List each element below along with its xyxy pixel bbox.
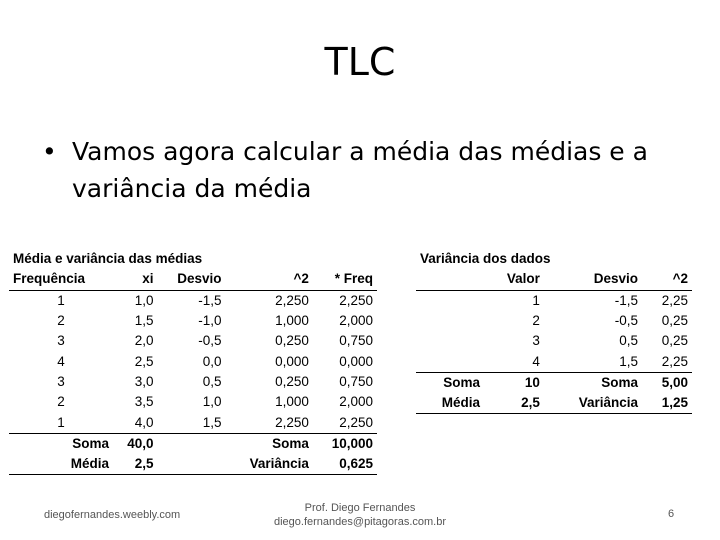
- table-row: [9, 331, 377, 351]
- table-cell: -0,5: [614, 313, 638, 329]
- footer-author: [260, 501, 460, 529]
- table-cell: 0,5: [619, 333, 638, 349]
- table-cell: 0,000: [339, 353, 373, 369]
- table-cell: -1,5: [614, 292, 638, 308]
- data-variance-table: [416, 249, 692, 414]
- table-cell: 0,250: [275, 333, 309, 349]
- bullet-text: Vamos agora calcular a média das médias e a variância da média: [72, 137, 648, 203]
- table-cell: -1,0: [198, 313, 222, 329]
- table-cell: 3: [532, 333, 540, 349]
- means-table-caption: Média e variância das médias: [13, 251, 203, 267]
- table-row: [416, 290, 692, 311]
- table-cell: 0,000: [275, 353, 309, 369]
- table-cell: 3: [57, 373, 65, 389]
- table-cell: 2,000: [339, 394, 373, 410]
- table-cell: -0,5: [198, 333, 222, 349]
- table-cell: 0,750: [339, 373, 373, 389]
- table-cell: [158, 433, 226, 454]
- page-number: 6: [668, 508, 675, 520]
- table-cell: [416, 290, 484, 311]
- table-cell: 4,0: [134, 414, 154, 430]
- column-header: ^2: [642, 269, 692, 290]
- table-cell: 2,5: [484, 393, 544, 414]
- table-row: [9, 351, 377, 371]
- table-cell: 2: [57, 394, 65, 410]
- table-cell: 2,250: [275, 292, 309, 308]
- column-header: Desvio: [544, 269, 642, 290]
- data-table-caption: Variância dos dados: [420, 251, 551, 267]
- table-cell: [416, 331, 484, 351]
- table-cell: 4: [532, 353, 540, 369]
- table-row: [416, 351, 692, 372]
- column-header: Valor: [484, 269, 544, 290]
- table-cell: 1,5: [619, 353, 638, 369]
- table-cell: 1,5: [134, 313, 154, 329]
- table-cell: 2,25: [661, 292, 688, 308]
- table-cell: 2: [57, 313, 65, 329]
- table-cell: 0,250: [275, 373, 309, 389]
- table-cell: -1,5: [198, 292, 222, 308]
- table-row: [9, 392, 377, 412]
- table-cell: 1,0: [134, 292, 154, 308]
- table-cell: 1,000: [275, 394, 309, 410]
- table-cell: 2,250: [275, 414, 309, 430]
- table-row: [416, 331, 692, 351]
- bullet-point: [42, 133, 692, 207]
- table-cell: [158, 454, 226, 475]
- column-header: * Freq: [313, 269, 377, 290]
- bullet-dot-icon: •: [42, 137, 57, 166]
- column-header: xi: [113, 269, 158, 290]
- table-cell: 5,00: [642, 372, 692, 393]
- footer-author-email: diego.fernandes@pitagoras.com.br: [274, 516, 446, 528]
- table-cell: 10: [484, 372, 544, 393]
- table-row: [9, 290, 377, 311]
- table-cell: 1: [532, 292, 540, 308]
- table-cell: 2,25: [661, 353, 688, 369]
- table-cell: 2,250: [339, 292, 373, 308]
- table-cell: 0,750: [339, 333, 373, 349]
- table-cell: 1,0: [202, 394, 222, 410]
- means-variance-table: [9, 249, 377, 475]
- table-cell: [416, 351, 484, 372]
- table-cell: 2: [532, 313, 540, 329]
- footer-website: diegofernandes.weebly.com: [44, 509, 181, 521]
- table-row: [9, 412, 377, 433]
- table-cell: 2,000: [339, 313, 373, 329]
- table-cell: 2,5: [134, 353, 154, 369]
- table-cell: 4: [57, 353, 65, 369]
- column-header: ^2: [225, 269, 312, 290]
- table-row: [416, 311, 692, 331]
- table-cell: 1,25: [642, 393, 692, 414]
- table-cell: 0,25: [661, 313, 688, 329]
- table-cell: 3,5: [134, 394, 154, 410]
- slide-title: TLC: [324, 40, 396, 84]
- table-cell: 0,625: [313, 454, 377, 475]
- footer-author-name: Prof. Diego Fernandes: [304, 502, 416, 514]
- table-cell: Soma: [544, 372, 642, 393]
- table-cell: Soma: [416, 372, 484, 393]
- table-cell: 1: [57, 292, 65, 308]
- table-cell: Variância: [225, 454, 312, 475]
- table-cell: 1: [57, 414, 65, 430]
- table-cell: 0,0: [202, 353, 222, 369]
- table-cell: 1,000: [275, 313, 309, 329]
- table-cell: 2,250: [339, 414, 373, 430]
- table-cell: 2,0: [134, 333, 154, 349]
- table-cell: Soma: [225, 433, 312, 454]
- table-cell: Soma: [9, 433, 113, 454]
- table-cell: Variância: [544, 393, 642, 414]
- table-row: [9, 311, 377, 331]
- table-cell: 0,25: [661, 333, 688, 349]
- table-cell: 40,0: [113, 433, 158, 454]
- table-cell: 3,0: [134, 373, 154, 389]
- table-cell: [416, 311, 484, 331]
- table-cell: 10,000: [313, 433, 377, 454]
- table-cell: 0,5: [202, 373, 222, 389]
- column-header: Frequência: [9, 269, 113, 290]
- table-cell: 3: [57, 333, 65, 349]
- table-cell: 1,5: [202, 414, 222, 430]
- column-header: [416, 269, 484, 290]
- table-cell: 2,5: [113, 454, 158, 475]
- table-cell: Média: [9, 454, 113, 475]
- table-row: [9, 372, 377, 392]
- table-cell: Média: [416, 393, 484, 414]
- column-header: Desvio: [158, 269, 226, 290]
